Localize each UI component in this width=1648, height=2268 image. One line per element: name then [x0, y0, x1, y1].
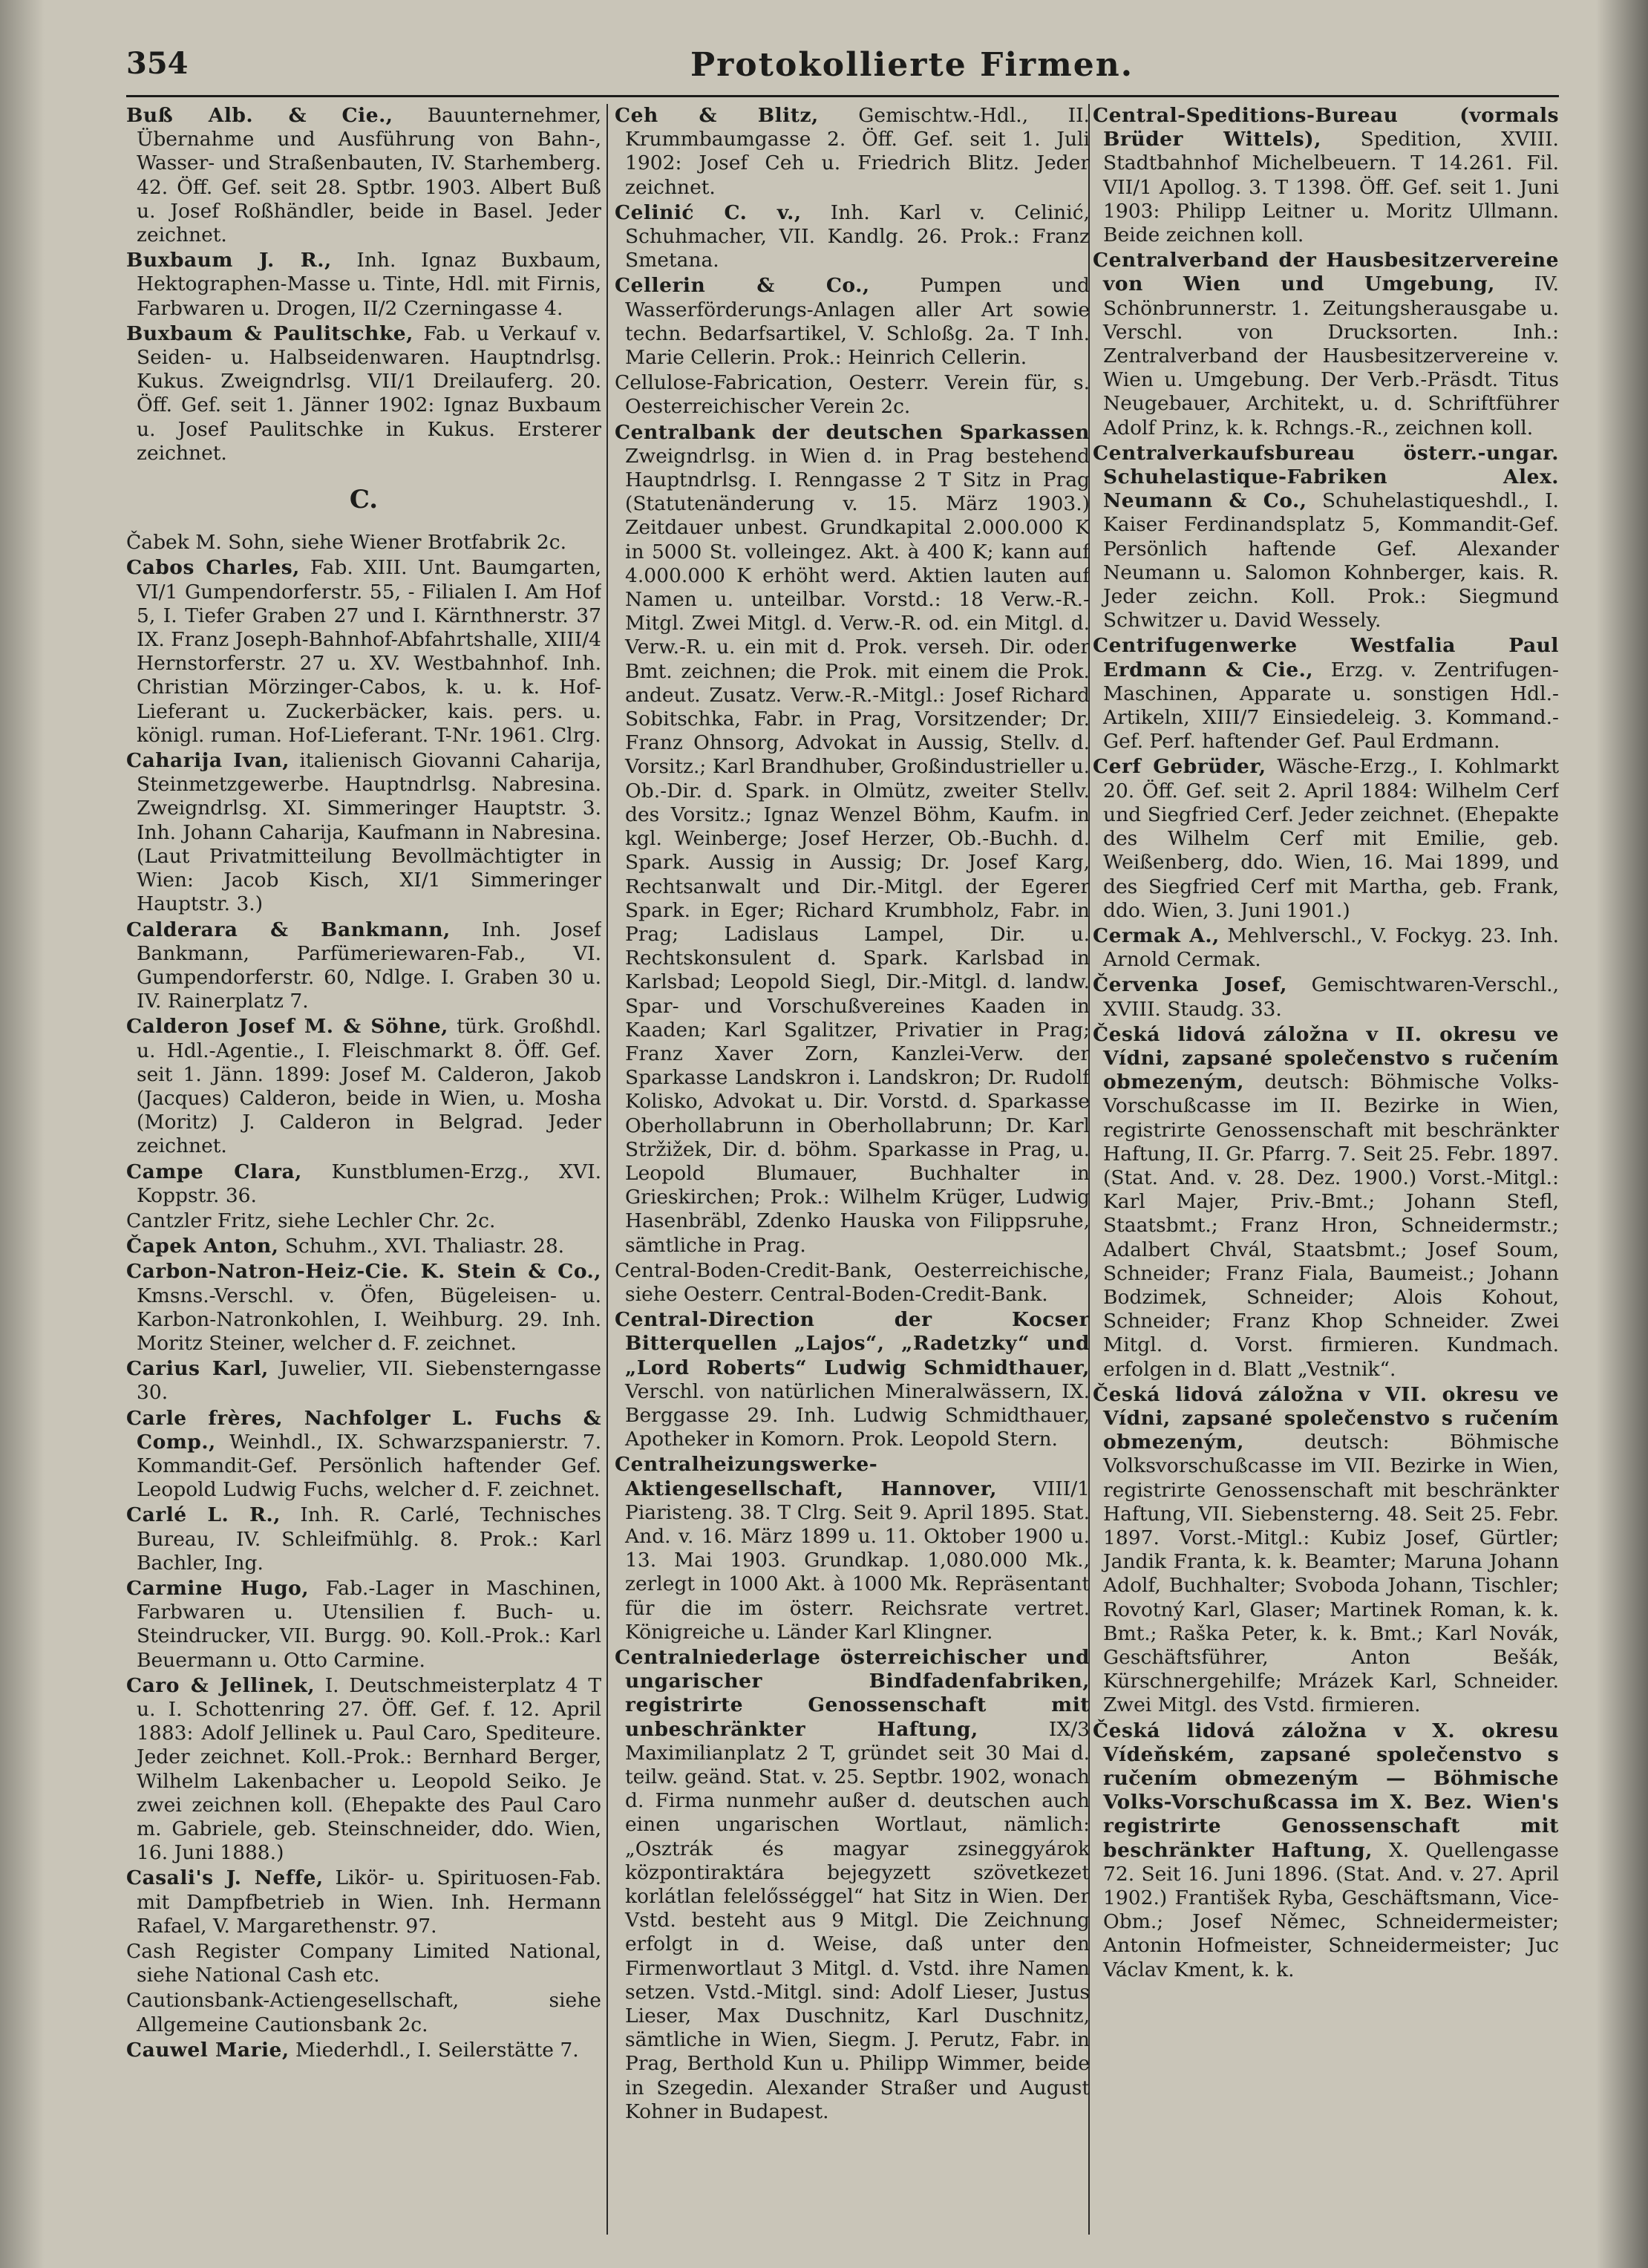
firm-details: Čabek M. Sohn, siehe Wiener Brotfabrik 2c.	[126, 531, 567, 555]
firm-name: Česká lidová záložna v X. okresu Vídeňském, zapsané společenstvo s ručením obmezeným — Böhmische Volks-Vorschußcassa im X. Bez. Wien's registrirte Genossenschaft mit beschränkter Haftung,	[1093, 1719, 1559, 1862]
firm-entry	[615, 1259, 1090, 1307]
firm-name: Buxbaum & Paulitschke,	[126, 321, 413, 345]
firm-details: Cautionsbank-Actiengesellschaft, siehe Allgemeine Cautionsbank 2c.	[126, 1989, 601, 2036]
firm-details: Gemischtw.-Hdl., II. Krummbaumgasse 2. Öff. Gef. seit 1. Juli 1902: Josef Ceh u. Friedrich Blitz. Jeder zeichnet.	[625, 104, 1090, 199]
firm-name: Central-Speditions-Bureau (vormals Brüder Wittels),	[1093, 104, 1559, 151]
firm-details: Bauunternehmer, Übernahme und Ausführung von Bahn-, Wasser- und Straßenbauten, IV. Starhemberg. 42. Öff. Gef. seit 28. Sptbr. 1903. Albert Buß u. Josef Roßhändler, beide in Basel. Jeder zeichnet.	[137, 104, 601, 247]
firm-details: Zweigndrlsg. in Wien d. in Prag bestehend Hauptndrlsg. I. Renngasse 2 T Sitz in Prag (Statutenänderung v. 15. März 1903.) Zeitdauer unbest. Grundkapital 2.000.000 K in 5000 St. volleingez. Akt. à 400 K; kann auf 4.000.000 K erhöht werd. Aktien lauten auf Namen u. unteilbar. Vorstd.: 18 Verw.-R.-Mitgl. Zwei Mitgl. d. Verw.-R. od. ein Mitgl. d. Verw.-R. u. ein mit d. Prok. verseh. Dir. oder Bmt. zeichnen; die Prok. mit einem die Prok. andeut. Zusatz. Verw.-R.-Mitgl.: Josef Richard Sobitschka, Fabr. in Prag, Vorsitzender; Dr. Franz Ohnsorg, Advokat in Aussig, Stellv. d. Vorsitz.; Karl Brandhuber, Großindustrieller u. Ob.-Dir. d. Spark. in Olmütz, zweiter Stellv. des Vorsitz.; Ignaz Wenzel Böhm, Kaufm. in kgl. Weinberge; Josef Herzer, Ob.-Buchh. d. Spark. Aussig in Aussig; Dr. Josef Karg, Rechtsanwalt und Dir.-Mitgl. der Egerer Spark. in Eger; Richard Krumbholz, Fabr. in Prag; Ladislaus Lampel, Dir. u. Rechtskonsulent d. Spark. Karlsbad in Karlsbad; Leopold Siegl, Dir.-Mitgl. d. landw. Spar- und Vorschußvereines Kaaden in Kaaden; Karl Sgalitzer, Privatier in Prag; Franz Xaver Zorn, Kanzlei-Verw. der Sparkasse Landskron i. Landskron; Dr. Rudolf Kolisko, Advokat u. Dir. Vorstd. d. Sparkasse Oberhollabrunn in Oberhollabrunn; Dr. Karl Stržižek, Dir. d. böhm. Sparkasse in Prag, u. Leopold Blumauer, Buchhalter in Grieskirchen; Prok.: Wilhelm Krüger, Ludwig Hasenbräbl, Zdenko Hauska von Filippsruhe, sämtliche in Prag.	[625, 444, 1090, 1257]
firm-name: Calderon Josef M. & Söhne,	[126, 1015, 448, 1039]
firm-details: Juwelier, VII. Siebensterngasse 30.	[137, 1357, 601, 1405]
firm-entry	[126, 749, 601, 916]
firm-details: Inh. Josef Bankmann, Parfümeriewaren-Fab., VI. Gumpendorferstr. 60, Ndlge. I. Graben 30 u. IV. Rainerplatz 7.	[137, 918, 601, 1013]
firm-entry	[126, 1357, 601, 1405]
firm-name: Carius Karl,	[126, 1357, 269, 1381]
firm-entry	[1093, 755, 1559, 922]
firm-details: VIII/1 Piaristeng. 38. T Clrg. Seit 9. April 1895. Stat. And. v. 16. März 1899 u. 11. Oktober 1900 u. 13. Mai 1903. Grundkap. 1,080.000 Mk., zerlegt in 1000 Akt. à 1000 Mk. Repräsentant für die im österr. Reichsrate vertret. Königreiche u. Länder Karl Klingner.	[625, 1477, 1090, 1644]
firm-details: Mehlverschl., V. Fockyg. 23. Inh. Arnold Cermak.	[1103, 924, 1559, 972]
firm-entry	[126, 1260, 601, 1356]
page-header	[126, 46, 1581, 98]
firm-details: Cellulose-Fabrication, Oesterr. Verein für, s. Oesterreichischer Verein 2c.	[615, 371, 1090, 419]
firm-entry	[126, 1989, 601, 2036]
firm-details: Likör- u. Spirituosen-Fab. mit Dampfbetrieb in Wien. Inh. Hermann Rafael, V. Margarethenstr. 97.	[137, 1866, 601, 1938]
page-edge-shadow	[1596, 0, 1648, 2268]
firm-name: Cauwel Marie,	[126, 2038, 290, 2062]
firm-name: Česká lidová záložna v VII. okresu ve Vídni, zapsané společenstvo s ručením obmezeným,	[1093, 1382, 1559, 1454]
firm-name: Caharija Ivan,	[126, 749, 290, 773]
firm-entry	[615, 421, 1090, 1258]
firm-entry	[615, 1646, 1090, 2124]
firm-details: Kunstblumen-Erzg., XVI. Koppstr. 36.	[137, 1160, 601, 1207]
column-1	[126, 104, 601, 2242]
firm-details: Pumpen und Wasserförderungs-Anlagen aller Art sowie techn. Bedarfsartikel, V. Schloßg. 2a. T Inh. Marie Cellerin. Prok.: Heinrich Cellerin.	[625, 274, 1090, 370]
firm-entry	[126, 531, 601, 555]
firm-details: Gemischtwaren-Verschl., XVIII. Staudg. 33.	[1103, 973, 1559, 1021]
firm-name: Buß Alb. & Cie.,	[126, 104, 393, 127]
page-number: 354	[126, 46, 189, 81]
firm-details: Miederhdl., I. Seilerstätte 7.	[289, 2038, 579, 2062]
firm-entry	[126, 249, 601, 321]
firm-entry	[126, 1577, 601, 1673]
firm-name: Centralniederlage österreichischer und ungarischer Bindfadenfabriken, registrirte Genossenschaft mit unbeschränkter Haftung,	[615, 1646, 1090, 1741]
firm-details: X. Quellengasse 72. Seit 16. Juni 1896. (Stat. And. v. 27. April 1902.) František Ryba, Geschäftsmann, Vice-Obm.; Josef Němec, Schneidermeister; Antonin Hofmeister, Schneidermeister; Juc Václav Kment, k. k.	[1103, 1838, 1559, 1981]
firm-details: IV. Schönbrunnerstr. 1. Zeitungsherausgabe u. Verschl. von Drucksorten. Inh.: Zentralverband der Hausbesitzervereine v. Wien u. Umgebung. Der Verb.-Präsdt. Titus Neugebauer, Architekt, u. d. Schriftführer Adolf Prinz, k. k. Rchngs.-R., zeichnen koll.	[1103, 272, 1559, 439]
firm-name: Centralverband der Hausbesitzervereine von Wien und Umgebung,	[1093, 249, 1559, 296]
firm-name: Central-Direction der Kocser Bitterquellen „Lajos“, „Radetzky“ und „Lord Roberts“ Ludwig Schmidthauer,	[615, 1308, 1090, 1379]
firm-name: Calderara & Bankmann,	[126, 918, 451, 941]
firm-details: Schuhelastiqueshdl., I. Kaiser Ferdinandsplatz 5, Kommandit-Gef. Persönlich haftende Gef. Alexander Neumann u. Salomon Kohnberger, kais. R. Jeder zeichn. Koll. Prok.: Siegmund Schwitzer u. David Wessely.	[1103, 489, 1559, 633]
firm-details: Cantzler Fritz, siehe Lechler Chr. 2c.	[126, 1209, 496, 1232]
firm-entry	[126, 322, 601, 465]
firm-name: Campe Clara,	[126, 1160, 302, 1183]
firm-details: Weinhdl., IX. Schwarzspanierstr. 7. Kommandit-Gef. Persönlich haftender Gef. Leopold Ludwig Fuchs, welcher d. F. zeichnet.	[137, 1430, 601, 1502]
page-gutter-shadow	[0, 0, 45, 2268]
firm-details: Erzg. v. Zentrifugen-Maschinen, Apparate u. sonstigen Hdl.-Artikeln, XIII/7 Einsiedeleig. 3. Kommand.-Gef. Perf. haftender Gef. Paul Erdmann.	[1103, 658, 1559, 754]
firm-details: Inh. Karl v. Celinić, Schuhmacher, VII. Kandlg. 26. Prok.: Franz Smetana.	[625, 200, 1090, 272]
firm-name: Centralheizungswerke-Aktiengesellschaft, Hannover,	[615, 1453, 997, 1500]
firm-entry	[126, 1407, 601, 1503]
firm-entry	[1093, 104, 1559, 247]
column-divider	[606, 104, 608, 2235]
firm-name: Carle frères, Nachfolger L. Fuchs & Comp.,	[126, 1406, 601, 1454]
firm-details: Central-Boden-Credit-Bank, Oesterreichische, siehe Oesterr. Central-Boden-Credit-Bank.	[615, 1258, 1090, 1306]
firm-name: Caro & Jellinek,	[126, 1673, 315, 1697]
column-2	[615, 104, 1090, 2242]
firm-entry	[615, 201, 1090, 273]
firm-name: Centralbank der deutschen Sparkassen	[615, 420, 1090, 444]
firm-details: Fab.-Lager in Maschinen, Farbwaren u. Utensilien f. Buch- u. Steindrucker, VII. Burgg. 90. Koll.-Prok.: Karl Beuermann u. Otto Carmine.	[137, 1576, 601, 1672]
column-3	[1093, 104, 1559, 2242]
firm-entry	[615, 371, 1090, 419]
section-letter: C.	[349, 485, 379, 515]
firm-details: IX/3 Maximilianplatz 2 T, gründet seit 30 Mai d. teilw. geänd. Stat. v. 25. Septbr. 1902, wonach d. Firma nunmehr außer d. deutschen auch einen ungarischen Wortlaut, nämlich: „Osztrák és magyar zsineggyárok központiraktára bejegyzett szövetkezet korlátlan felelősséggel“ hat Sitz in Wien. Der Vstd. besteht aus 9 Mitgl. Die Zeichnung erfolgt in d. Weise, daß unter den Firmenwortlaut 3 Mitgl. d. Vstd. ihre Namen setzen. Vstd.-Mitgl. sind: Adolf Lieser, Justus Lieser, Max Duschnitz, Karl Duschnitz, sämtliche in Wien, Siegm. J. Perutz, Fabr. in Prag, Berthold Kun u. Philipp Wimmer, beide in Szegedin. Alexander Straßer und August Kohner in Budapest.	[625, 1717, 1090, 2123]
firm-entry	[126, 1015, 601, 1158]
firm-entry	[615, 1308, 1090, 1451]
firm-details: Inh. Ignaz Buxbaum, Hektographen-Masse u. Tinte, Hdl. mit Firnis, Farbwaren u. Drogen, II/2 Czerningasse 4.	[137, 249, 601, 320]
firm-name: Cermak A.,	[1093, 924, 1220, 947]
firm-name: Česká lidová záložna v II. okresu ve Vídni, zapsané společenstvo s ručením obmezeným,	[1093, 1022, 1559, 1094]
firm-entry	[126, 104, 601, 247]
firm-entry	[126, 1209, 601, 1233]
firm-entry	[126, 1674, 601, 1866]
firm-entry	[126, 1940, 601, 1987]
firm-entry	[615, 104, 1090, 200]
firm-name: Buxbaum J. R.,	[126, 249, 332, 272]
firm-entry	[126, 2039, 601, 2062]
page-title: Protokollierte Firmen.	[690, 46, 1134, 84]
firm-entry	[1093, 1383, 1559, 1718]
header-rule	[126, 95, 1559, 97]
firm-details: türk. Großhdl. u. Hdl.-Agentie., I. Fleischmarkt 8. Öff. Gef. seit 1. Jänn. 1899: Josef M. Calderon, Jakob (Jacques) Calderon, beide in Wien, u. Mosha (Moritz) J. Calderon in Belgrad. Jeder zeichnet.	[137, 1015, 601, 1158]
firm-name: Centrifugenwerke Westfalia Paul Erdmann & Cie.,	[1093, 634, 1559, 682]
firm-entry	[126, 1503, 601, 1575]
firm-details: Fab. XIII. Unt. Baumgarten, VI/1 Gumpendorferstr. 55, - Filialen I. Am Hof 5, I. Tiefer Graben 27 und I. Kärnthnerstr. 37 IX. Franz Joseph-Bahnhof-Abfahrtshalle, XIII/4 Hernstorferstr. 27 u. XV. Westbahnhof. Inh. Christian Mörzinger-Cabos, k. u. k. Hof-Lieferant u. Zuckerbäcker, kais. pers. u. königl. ruman. Hof-Lieferant. T-Nr. 1961. Clrg.	[137, 556, 601, 747]
firm-entry	[126, 1235, 601, 1258]
firm-entry	[1093, 249, 1559, 440]
firm-name: Carbon-Natron-Heiz-Cie. K. Stein & Co.,	[126, 1260, 601, 1284]
firm-details: Wäsche-Erzg., I. Kohlmarkt 20. Öff. Gef. seit 2. April 1884: Wilhelm Cerf und Siegfried Cerf. Jeder zeichnet. (Ehepakte des Wilhelm Cerf mit Emilie, geb. Weißenberg, ddo. Wien, 16. Mai 1899, und des Siegfried Cerf mit Martha, geb. Frank, ddo. Wien, 3. Juni 1901.)	[1103, 755, 1559, 922]
firm-details: deutsch: Böhmische Volks-Vorschußcasse im II. Bezirke in Wien, registrirte Genossenschaft mit beschränkter Haftung, II. Gr. Pfarrg. 7. Seit 25. Febr. 1897. (Stat. And. v. 28. Dez. 1900.) Vorst.-Mitgl.: Karl Majer, Priv.-Bmt.; Johann Stefl, Staatsbmt.; Franz Hron, Schneidermstr.; Adalbert Chvál, Staatsbmt.; Josef Soum, Schneider; Franz Fiala, Baumeist.; Johann Bodzimek, Schneider; Alois Kohout, Schneider; Franz Khop Schneider. Zwei Mitgl. d. Vorst. firmieren. Kundmach. erfolgen in d. Blatt „Vestnik“.	[1103, 1071, 1559, 1381]
firm-details: Spedition, XVIII. Stadtbahnhof Michelbeuern. T 14.261. Fil. VII/1 Apollog. 3. T 1398. Öff. Gef. seit 1. Juni 1903: Philipp Leitner u. Moritz Ullmann. Beide zeichnen koll.	[1103, 128, 1559, 247]
firm-details: Inh. R. Carlé, Technisches Bureau, IV. Schleifmühlg. 8. Prok.: Karl Bachler, Ing.	[137, 1503, 601, 1575]
firm-name: Casali's J. Neffe,	[126, 1866, 324, 1890]
firm-name: Celinić C. v.,	[615, 200, 802, 224]
firm-name: Čapek Anton,	[126, 1235, 279, 1258]
firm-entry	[1093, 442, 1559, 633]
firm-name: Cabos Charles,	[126, 556, 300, 580]
firm-name: Cellerin & Co.,	[615, 274, 870, 298]
firm-details: Verschl. von natürlichen Mineralwässern, IX. Berggasse 29. Inh. Ludwig Schmidthauer, Apotheker in Komorn. Prok. Leopold Stern.	[625, 1379, 1090, 1451]
firm-details: deutsch: Böhmische Volksvorschußcasse im VII. Bezirke in Wien, registrirte Genossenschaft mit beschränkter Haftung, VII. Siebensterng. 48. Seit 25. Febr. 1897. Vorst.-Mitgl.: Kubiz Josef, Gürtler; Jandik Franta, k. k. Beamter; Maruna Johann Adolf, Buchhalter; Svoboda Johann, Tischler; Rovotný Karl, Glaser; Martinek Roman, k. k. Bmt.; Raška Peter, k. k. Bmt.; Karl Novák, Geschäftsführer, Anton Bešák, Kürschnergehilfe; Mrázek Karl, Schneider. Zwei Mitgl. des Vstd. firmieren.	[1103, 1431, 1559, 1717]
firm-details: Fab. u Verkauf v. Seiden- u. Halbseidenwaren. Hauptndrlsg. Kukus. Zweigndrlsg. VII/1 Dreilauferg. 20. Öff. Gef. seit 1. Jänner 1902: Ignaz Buxbaum u. Josef Paulitschke in Kukus. Ersterer zeichnet.	[137, 321, 601, 465]
firm-details: italienisch Giovanni Caharija, Steinmetzgewerbe. Hauptndrlsg. Nabresina. Zweigndrlsg. XI. Simmeringer Hauptstr. 3. Inh. Johann Caharija, Kaufmann in Nabresina. (Laut Privatmitteilung Bevollmächtigter in Wien: Jacob Kisch, XI/1 Simmeringer Hauptstr. 3.)	[137, 749, 601, 916]
firm-name: Cerf Gebrüder,	[1093, 755, 1266, 779]
firm-entry	[126, 1160, 601, 1208]
firm-entry	[615, 1453, 1090, 1644]
firm-details: Cash Register Company Limited National, siehe National Cash etc.	[126, 1940, 601, 1987]
firm-details: I. Deutschmeisterplatz 4 T u. I. Schottenring 27. Öff. Gef. f. 12. April 1883: Adolf Jellinek u. Paul Caro, Spediteure. Jeder zeichnet. Koll.-Prok.: Bernhard Berger, Wilhelm Lakenbacher u. Leopold Seiko. Je zwei zeichnen koll. (Ehepakte des Paul Caro m. Gabriele, geb. Steinschneider, ddo. Wien, 16. Juni 1888.)	[137, 1673, 601, 1865]
firm-name: Červenka Josef,	[1093, 973, 1287, 997]
firm-entry	[126, 556, 601, 748]
firm-entry	[1093, 634, 1559, 754]
firm-name: Carlé L. R.,	[126, 1503, 281, 1527]
firm-entry	[126, 918, 601, 1014]
firm-name: Ceh & Blitz,	[615, 104, 819, 127]
firm-name: Carmine Hugo,	[126, 1576, 310, 1600]
firm-details: Kmsns.-Verschl. v. Öfen, Bügeleisen- u. Karbon-Natronkohlen, I. Weihburg. 29. Inh. Moritz Steiner, welcher d. F. zeichnet.	[137, 1284, 601, 1355]
firm-entry	[615, 274, 1090, 370]
firm-entry	[126, 1866, 601, 1938]
firm-details: Schuhm., XVI. Thaliastr. 28.	[278, 1235, 565, 1258]
firm-entry	[1093, 924, 1559, 972]
firm-entry	[1093, 1023, 1559, 1382]
firm-entry	[1093, 973, 1559, 1021]
firm-name: Centralverkaufsbureau österr.-ungar. Schuhelastique-Fabriken Alex. Neumann & Co.,	[1093, 441, 1559, 513]
firm-entry	[1093, 1719, 1559, 1982]
